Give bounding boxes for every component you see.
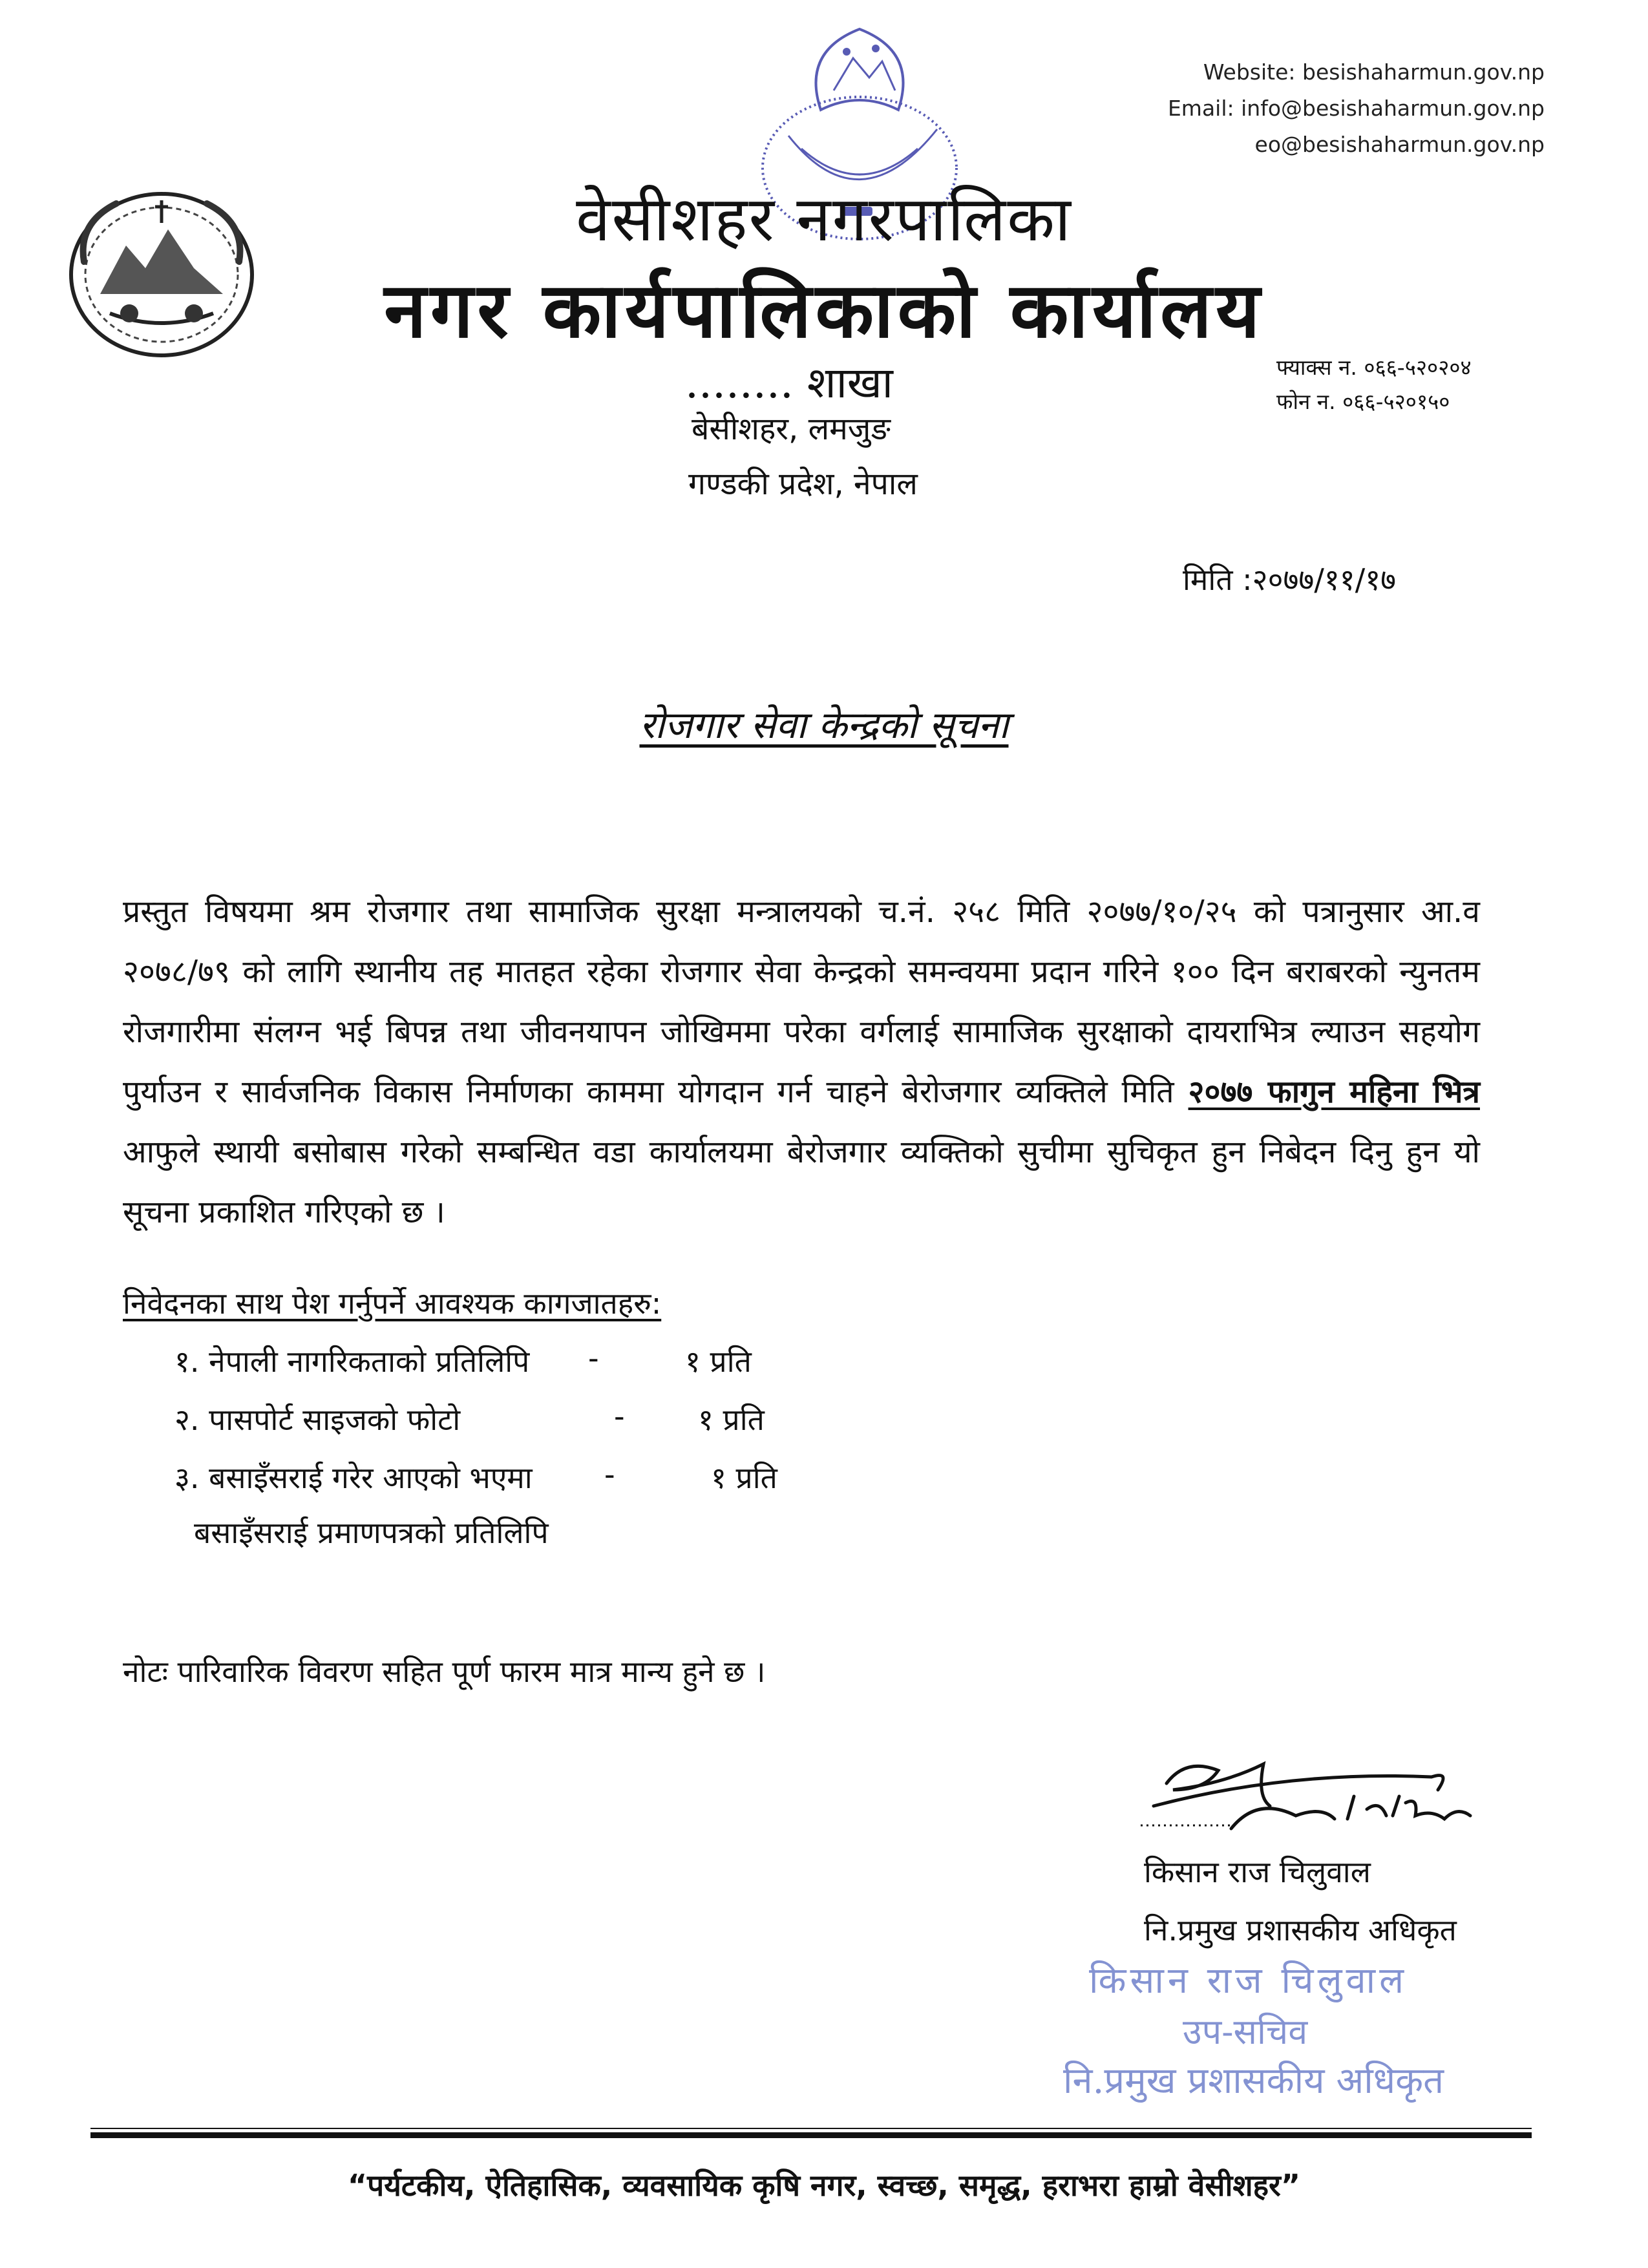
phone-number: फोन न. ०६६-५२०१५० (1276, 389, 1450, 414)
fax-number: फ्याक्स न. ०६६-५२०२०४ (1276, 355, 1472, 380)
document-label: ३. बसाइँसराई गरेर आएको भएमा (174, 1460, 533, 1495)
document-item-continuation: बसाइँसराई प्रमाणपत्रको प्रतिलिपि (194, 1515, 549, 1550)
signatory-name: किसान राज चिलुवाल (1144, 1854, 1371, 1889)
document-label: १. नेपाली नागरिकताको प्रतिलिपि (174, 1344, 530, 1379)
signatory-title: नि.प्रमुख प्रशासकीय अधिकृत (1144, 1913, 1457, 1948)
notice-title: रोजगार सेवा केन्द्रको सूचना (639, 703, 1009, 747)
notice-date: मिति :२०७७/११/१७ (1183, 562, 1397, 597)
footer-slogan: “पर्यटकीय, ऐतिहासिक, व्यवसायिक कृषि नगर, स्वच्छ, समृद्ध, हराभरा हाम्रो वेसीशहर” (347, 2168, 1301, 2203)
footer-divider (90, 2128, 1532, 2129)
branch-name: ........ शाखा (685, 358, 893, 408)
office-name: नगर कार्यपालिकाको कार्यालय (384, 265, 1264, 355)
stamp-name: किसान राज चिलुवाल (1089, 1960, 1408, 2002)
email2-text: eo@besishaharmun.gov.np (1254, 132, 1545, 157)
document-dash: - (614, 1399, 625, 1434)
stamp-title: नि.प्रमुख प्रशासकीय अधिकृत (1063, 2060, 1444, 2102)
website-text: Website: besishaharmun.gov.np (1203, 59, 1545, 85)
document-qty: १ प्रति (711, 1460, 777, 1495)
documents-heading: निवेदनका साथ पेश गर्नुपर्ने आवश्यक कागजातहरु: (123, 1286, 662, 1321)
note-text: नोटः पारिवारिक विवरण सहित पूर्ण फारम मात्र मान्य हुने छ । (123, 1654, 766, 1689)
address-line-2: गण्डकी प्रदेश, नेपाल (688, 466, 918, 502)
document-qty: १ प्रति (698, 1402, 765, 1437)
handwritten-signature (1128, 1745, 1490, 1854)
address-line-1: बेसीशहर, लमजुङ (692, 411, 891, 447)
deadline-text: २०७७ फागुन महिना भित्र (1188, 1074, 1480, 1110)
document-dash: - (588, 1341, 599, 1376)
email-text: Email: info@besishaharmun.gov.np (1167, 96, 1545, 121)
document-qty: १ प्रति (685, 1344, 752, 1379)
stamp-rank: उप-सचिव (1183, 2011, 1308, 2052)
document-dash: - (604, 1457, 615, 1492)
body-text-part-1: प्रस्तुत विषयमा श्रम रोजगार तथा सामाजिक सुरक्षा मन्त्रालयको च.नं. २५८ मिति २०७७/१०/२५ को पत्रानुसार आ.व २०७८/७९ को लागि स्थानीय तह मातहत रहेका रोजगार सेवा केन्द्रको समन्वयमा प्रदान गरिने १०० दिन बराबरको न्युनतम रोजगारीमा संलग्न भई बिपन्न तथा जीवनयापन जोखिममा परेका वर्गलाई सामाजिक सुरक्षाको दायराभित्र ल्याउन सहयोग पुर्याउन र सार्वजनिक विकास निर्माणका काममा योगदान गर्न चाहने बेरोजगार व्यक्तिले मिति (123, 894, 1480, 1110)
footer-divider-thick (90, 2132, 1532, 2138)
notice-body (123, 882, 1480, 1243)
document-label: २. पासपोर्ट साइजको फोटो (174, 1402, 461, 1437)
body-text-part-3: आफुले स्थायी बसोबास गरेको सम्बन्धित वडा कार्यालयमा बेरोजगार व्यक्तिको सुचीमा सुचिकृत हुन निबेदन दिनु हुन यो सूचना प्रकाशित गरिएको छ । (123, 1134, 1480, 1230)
municipality-name: वेसीशहर नगरपालिका (576, 183, 1072, 255)
